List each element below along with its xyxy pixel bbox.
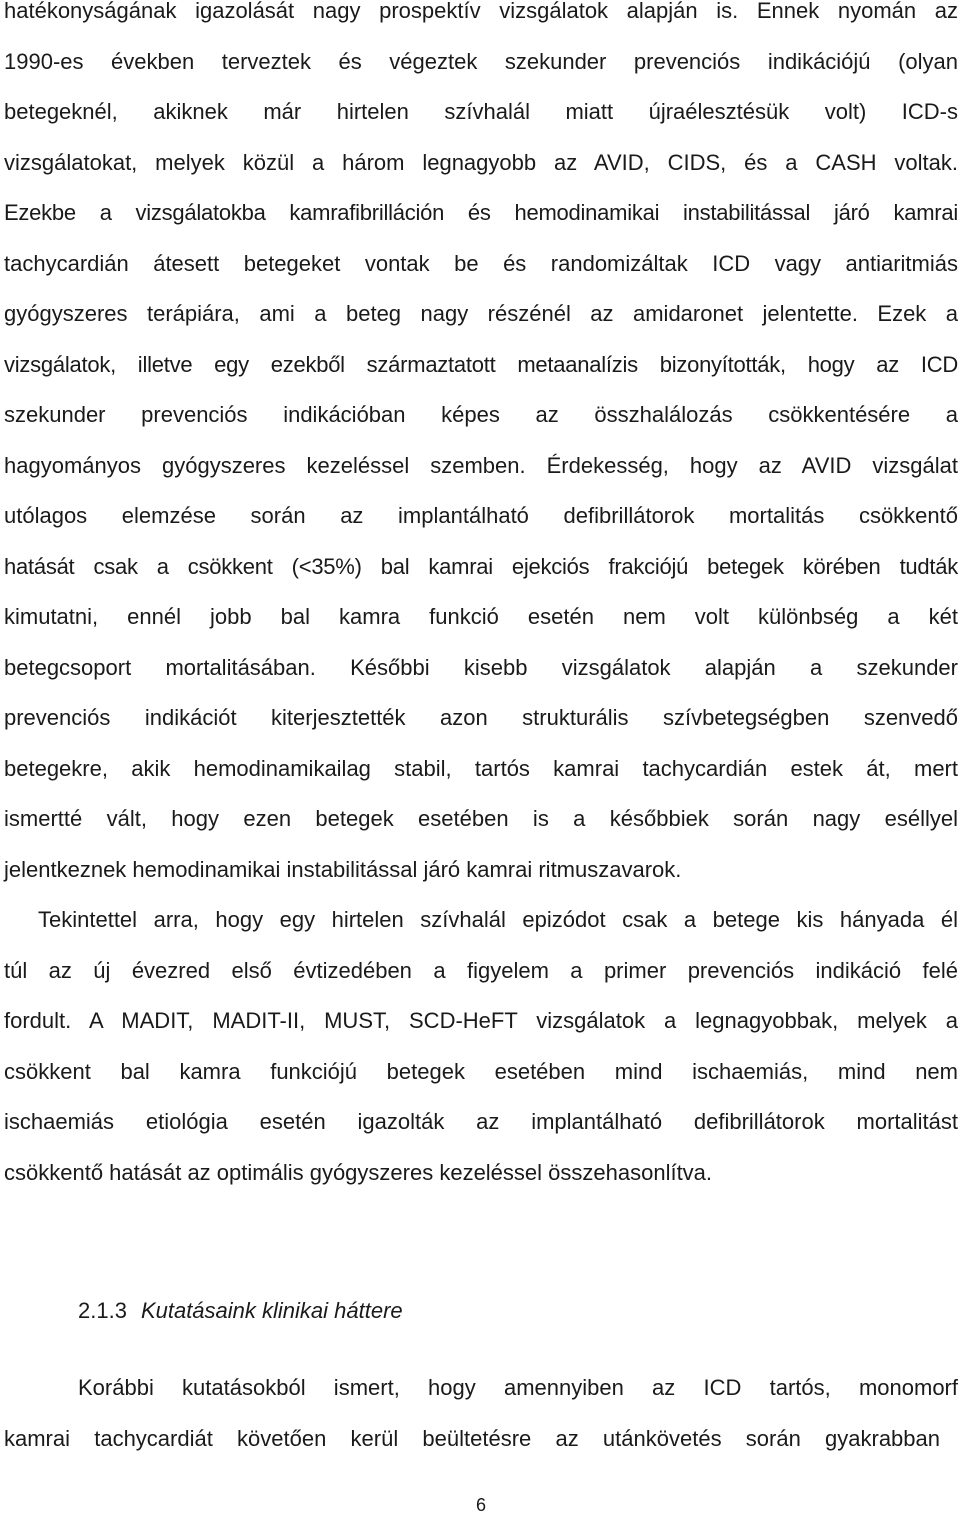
text-line: hagyományos gyógyszeres kezeléssel szemben. Érdekesség, hogy az AVID vizsgálat: [4, 453, 958, 478]
text-line: prevenciós indikációt kiterjesztették azon strukturális szívbetegségben szenvedő: [4, 705, 958, 730]
text-line: csökkent bal kamra funkciójú betegek esetében mind ischaemiás, mind nem: [4, 1059, 958, 1084]
text-line: utólagos elemzése során az implantálható defibrillátorok mortalitás csökkentő: [4, 503, 958, 528]
text-line: kimutatni, ennél jobb bal kamra funkció esetén nem volt különbség a két: [4, 604, 958, 629]
text-line: hatását csak a csökkent (<35%) bal kamrai ejekciós frakciójú betegek körében tudták: [4, 554, 958, 579]
section-title: Kutatásaink klinikai háttere: [140, 1298, 403, 1323]
text-line: vizsgálatokat, melyek közül a három legnagyobb az AVID, CIDS, és a CASH voltak.: [4, 150, 958, 175]
text-line: ismertté vált, hogy ezen betegek esetében is a későbbiek során nagy eséllyel: [4, 806, 958, 831]
text-line: gyógyszeres terápiára, ami a beteg nagy részénél az amidaronet jelentette. Ezek a: [4, 301, 958, 326]
text-line: csökkentő hatását az optimális gyógyszeres kezeléssel összehasonlítva.: [4, 1160, 713, 1185]
text-line: Ezekbe a vizsgálatokba kamrafibrilláción és hemodinamikai instabilitással járó kamrai: [4, 200, 958, 225]
text-line: ischaemiás etiológia esetén igazolták az implantálható defibrillátorok mortalitást: [4, 1109, 958, 1134]
page-number: 6: [475, 1495, 486, 1515]
text-line: tachycardián átesett betegeket vontak be és randomizáltak ICD vagy antiaritmiás: [4, 251, 958, 276]
text-line: fordult. A MADIT, MADIT-II, MUST, SCD-HeFT vizsgálatok a legnagyobbak, melyek a: [4, 1008, 958, 1033]
text-line: betegekre, akik hemodinamikailag stabil, tartós kamrai tachycardián estek át, mert: [4, 756, 958, 781]
text-line: betegeknél, akiknek már hirtelen szívhalál miatt újraélesztésük volt) ICD-s: [4, 99, 958, 124]
text-line: szekunder prevenciós indikációban képes az összhalálozás csökkentésére a: [4, 402, 958, 427]
text-line: betegcsoport mortalitásában. Későbbi kisebb vizsgálatok alapján a szekunder: [4, 655, 958, 680]
section-number: 2.1.3: [78, 1298, 127, 1323]
text-line: jelentkeznek hemodinamikai instabilitással járó kamrai ritmuszavarok.: [4, 857, 682, 882]
text-line: kamrai tachycardiát követően kerül beültetésre az utánkövetés során gyakrabban: [4, 1426, 940, 1451]
text-line: Korábbi kutatásokból ismert, hogy amennyiben az ICD tartós, monomorf: [78, 1375, 958, 1400]
text-line: vizsgálatok, illetve egy ezekből származtatott metaanalízis bizonyították, hogy az ICD: [4, 352, 958, 377]
text-line: Tekintettel arra, hogy egy hirtelen szívhalál epizódot csak a betege kis hányada él: [38, 907, 958, 932]
document-page: [4, 0, 958, 1521]
text-line: hatékonyságának igazolását nagy prospektív vizsgálatok alapján is. Ennek nyomán az: [4, 0, 958, 23]
text-line: 1990-es években terveztek és végeztek szekunder prevenciós indikációjú (olyan: [4, 49, 958, 74]
section-heading: [78, 1296, 403, 1326]
text-line: túl az új évezred első évtizedében a figyelem a primer prevenciós indikáció felé: [4, 958, 958, 983]
